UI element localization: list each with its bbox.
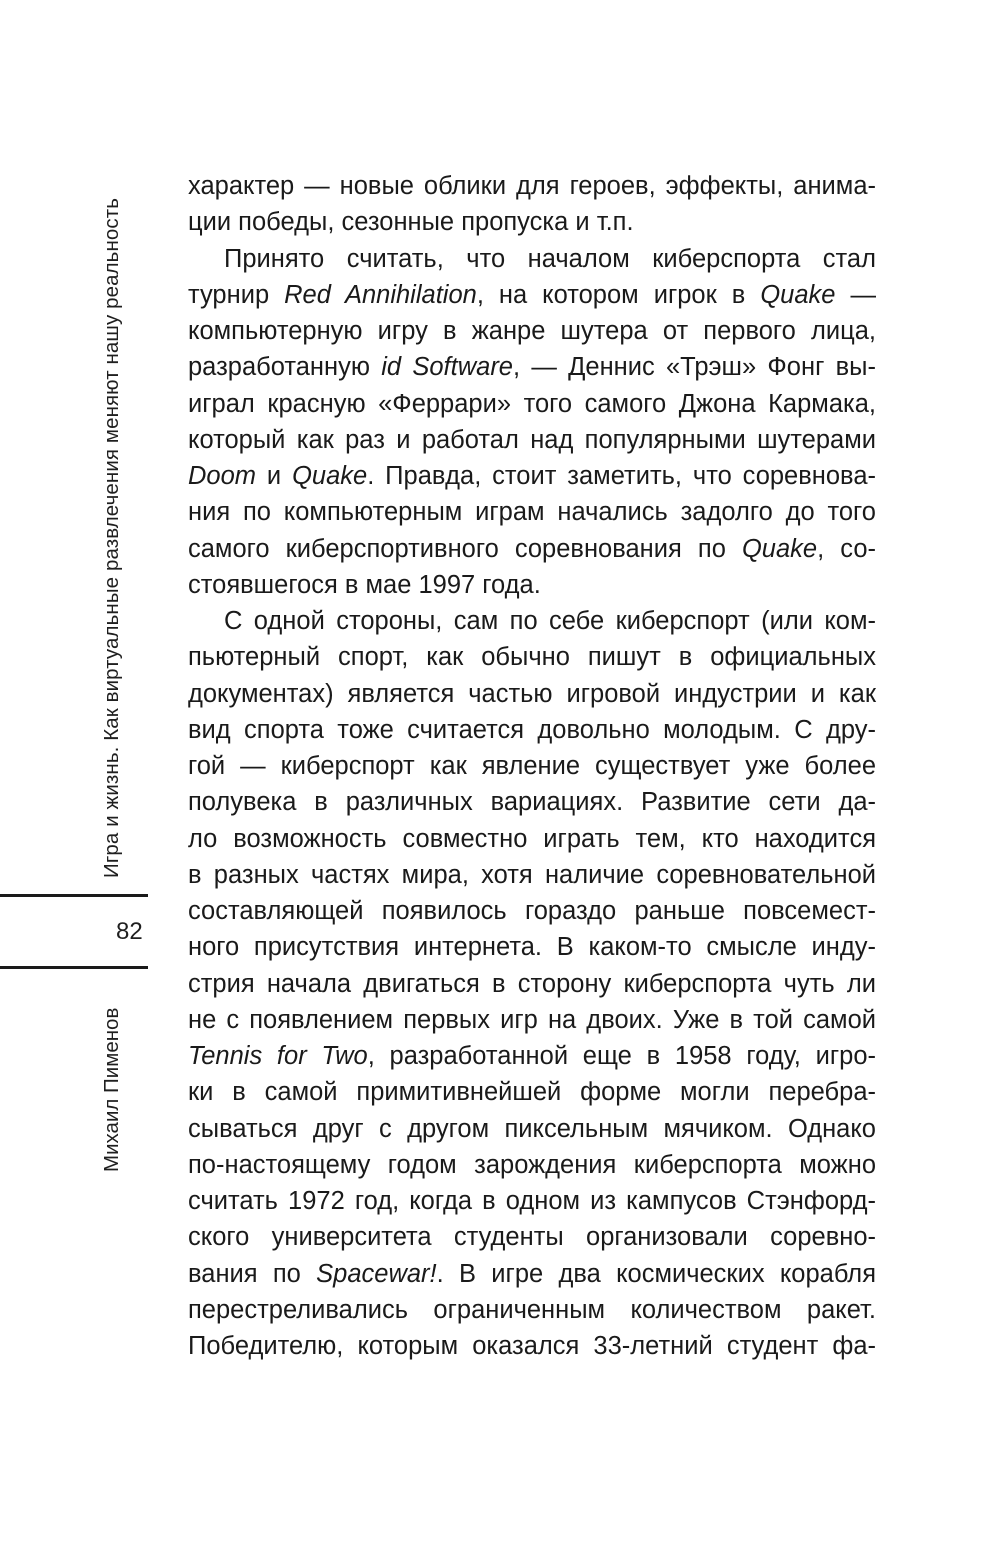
text-line: разработанную id Software, — Деннис «Трэш» Фонг вы- (188, 353, 876, 382)
text-line: составляющей появилось гораздо раньше повсемест- (188, 897, 876, 925)
text-line: турнир Red Annihilation, на котором игрок в Quake — (188, 280, 876, 309)
italic-title: Doom (188, 462, 257, 490)
text-line: ния по компьютерным играм начались задолго до того (188, 498, 876, 527)
text-line: С одной стороны, сам по себе киберспорт (или ком- (224, 607, 876, 635)
text-line: самого киберспортивного соревнования по Quake, со- (188, 534, 876, 563)
text-line: Принято считать, что началом киберспорта стал (224, 244, 876, 273)
text-line: ского университета студенты организовали соревно- (188, 1223, 876, 1252)
text-line: гой — киберспорт как явление существует уже более (188, 752, 876, 780)
text-line: сываться друг с другом пиксельным мячиком. Однако (188, 1114, 876, 1143)
italic-title: Quake (760, 280, 836, 309)
text-line: вид спорта тоже считается довольно молодым. С дру- (188, 715, 876, 744)
divider-top (0, 894, 148, 897)
text-line: ки в самой примитивнейшей форме могли перебра- (188, 1078, 876, 1107)
text-line: стоявшегося в мае 1997 года. (188, 570, 541, 599)
text-line: который как раз и работал над популярными шутерами (188, 425, 876, 454)
text-line: считать 1972 год, когда в одном из кампусов Стэнфорд- (188, 1187, 876, 1215)
running-title: Игра и жизнь. Как виртуальные развлечения меняют нашу реальность (100, 198, 123, 878)
text-line: характер — новые облики для героев, эффекты, анима- (188, 172, 876, 200)
italic-title: Quake (741, 534, 818, 563)
italic-title: id Software (381, 353, 513, 382)
text-line: документах) является частью игровой индустрии и как (188, 679, 876, 708)
text-line: вания по Spacewar!. В игре два космических корабля (188, 1259, 876, 1288)
italic-title: Spacewar! (316, 1259, 437, 1288)
divider-bottom (0, 966, 148, 969)
page-number: 82 (116, 918, 143, 945)
text-line: играл красную «Феррари» того самого Джона Кармака, (188, 389, 876, 418)
text-line: ного присутствия интернета. В каком-то смысле инду- (188, 933, 876, 962)
italic-title: Quake (292, 462, 368, 490)
author-name: Михаил Пименов (100, 1007, 123, 1172)
italic-title: Red Annihilation (284, 280, 477, 309)
text-line: стрия начала двигаться в сторону киберспорта чуть ли (188, 969, 876, 998)
text-line: перестреливались ограниченным количеством ракет. (188, 1295, 876, 1324)
text-line: компьютерную игру в жанре шутера от первого лица, (188, 317, 876, 345)
text-line: ло возможность совместно играть тем, кто находится (188, 824, 876, 853)
text-line: Doom и Quake. Правда, стоит заметить, что соревнова- (188, 462, 876, 490)
text-line: не с появлением первых игр на двоих. Уже в той самой (188, 1005, 876, 1034)
italic-title: Tennis for Two (188, 1042, 368, 1070)
text-line: полувека в различных вариациях. Развитие сети да- (188, 788, 876, 817)
text-line: ции победы, сезонные пропуска и т.п. (188, 208, 634, 237)
text-line: по-настоящему годом зарождения киберспорта можно (188, 1150, 876, 1179)
text-line: пьютерный спорт, как обычно пишут в официальных (188, 643, 876, 672)
text-line: Tennis for Two, разработанной еще в 1958 году, игро- (188, 1042, 877, 1070)
text-line: в разных частях мира, хотя наличие соревновательной (188, 860, 876, 889)
text-line: Победителю, которым оказался 33-летний студент фа- (188, 1332, 876, 1360)
